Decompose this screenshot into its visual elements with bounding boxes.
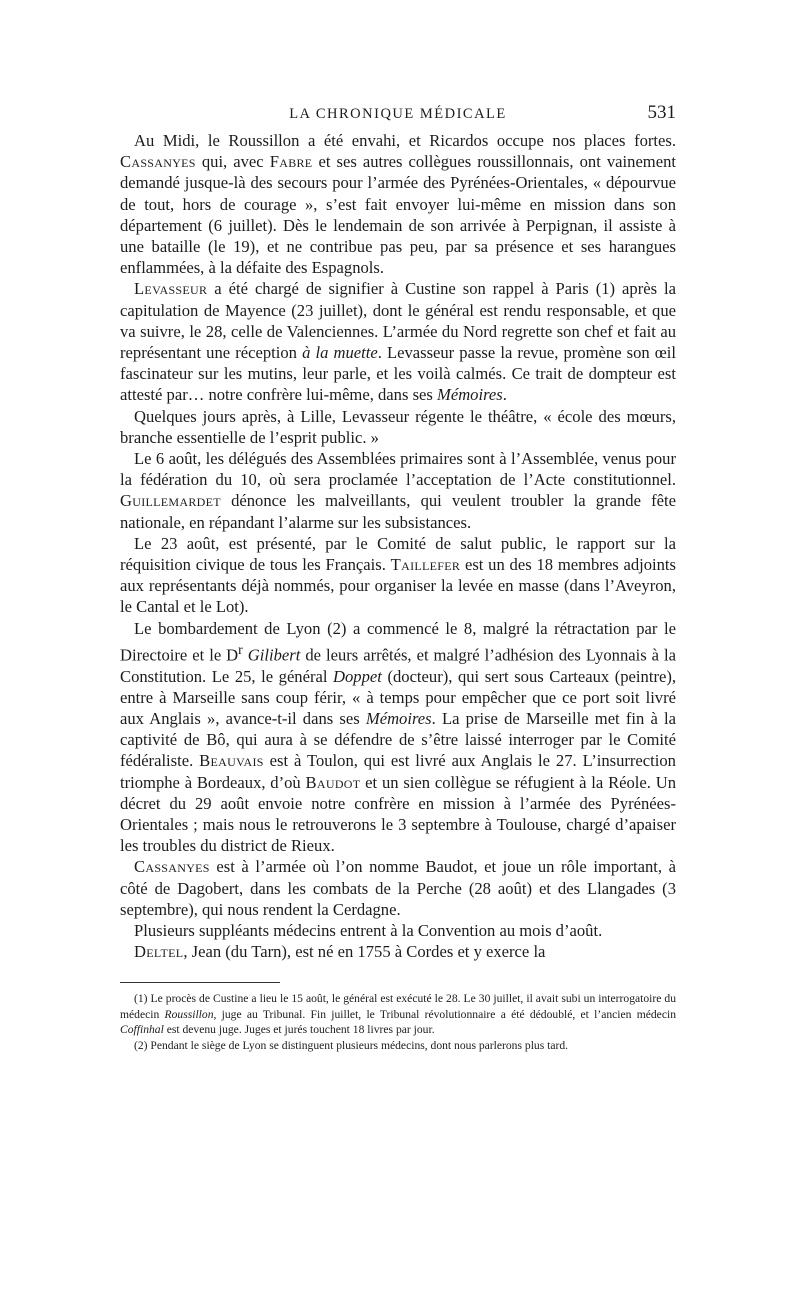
proper-name: Taillefer <box>390 555 461 575</box>
page-number: 531 <box>647 102 676 123</box>
text-run: (1) Le procès de Custine a lieu le 15 août, le général est exécuté le 28. Le 30 juillet, il avait subi un interrogatoire du médecin <box>120 992 676 1021</box>
proper-name: Guillemardet <box>120 491 221 511</box>
paragraph <box>120 533 676 618</box>
emphasis-text: Coffinhal <box>120 1023 164 1037</box>
paragraph <box>120 406 676 448</box>
footnote <box>120 991 676 1037</box>
emphasis-text: Mémoires <box>437 385 503 405</box>
text-run: Le 23 août, est présenté, par le Comité de salut public, le rapport sur la réquisition civique de tous les Français. <box>120 533 676 575</box>
text-run: , Jean (du Tarn), est né en 1755 à Cordes et y exerce la <box>183 942 546 962</box>
text-run: est devenu juge. Juges et jurés touchent 18 livres par jour. <box>163 1023 435 1037</box>
text-run: Quelques jours après, à Lille, Levasseur régente le théâtre, « école des mœurs, branche essentielle de l’esprit public. » <box>120 406 676 447</box>
paragraph <box>120 130 676 278</box>
footnote-divider <box>120 982 280 983</box>
emphasis-text: Roussillon <box>164 1007 214 1021</box>
text-run: Le bombardement de Lyon (2) a commencé le 8, malgré la rétractation par le Directoire et le D <box>120 618 676 665</box>
text-run: . <box>502 385 507 405</box>
paragraph <box>120 941 676 962</box>
text-run: est à Toulon, qui est livré aux Anglais le 27. L’insurrection triomphe à Bordeaux, d’où <box>120 751 676 792</box>
text-run: qui, avec <box>195 152 270 172</box>
running-head <box>120 100 676 124</box>
text-run: Plusieurs suppléants médecins entrent à la Convention au mois d’août. <box>134 921 603 941</box>
emphasis-text: Doppet <box>333 666 382 686</box>
proper-name: Fabre <box>269 152 313 172</box>
paragraph <box>120 618 676 857</box>
paragraph <box>120 448 676 533</box>
text-run: dénonce les malveillants, qui veulent troubler la grande fête nationale, en répandant l’alarme sur les subsistances. <box>120 491 676 532</box>
proper-name: Cassanyes <box>120 152 196 172</box>
paragraph <box>120 920 676 941</box>
text-run: r <box>238 641 243 657</box>
text-run: a été chargé de signifier à Custine son rappel à Paris (1) après la capitulation de Mayence (23 juillet), dont le général est rendu responsable, et que va suivre, le 28, celle de Valenciennes. L’armée du Nord regrette son chef et fait au représentant une réception <box>120 279 676 363</box>
proper-name: Beauvais <box>199 751 264 771</box>
text-run: et ses autres collègues roussillonnais, ont vainement demandé jusque-là des secours pour l’armée des Pyrénées-Orientales, « dépourvue de tout, hors de courage », s’est fait envoyer lui-même en mission dans son département (6 juillet). Dès le lendemain de son arrivée à Perpignan, il assiste à une bataille (le 19), et ne contribue pas peu, par sa présence et ses harangues enflammées, à la défaite des Espagnols. <box>120 152 676 278</box>
footnotes <box>120 991 676 1053</box>
page <box>120 100 676 1053</box>
emphasis-text: Gilibert <box>247 645 301 665</box>
text-run: Au Midi, le Roussillon a été envahi, et Ricardos occupe nos places fortes. <box>134 131 676 150</box>
proper-name: Deltel <box>134 942 184 962</box>
running-title: LA CHRONIQUE MÉDICALE <box>289 106 507 122</box>
text-run: de leurs arrêtés, et malgré l’adhésion des Lyonnais à la Constitution. Le 25, le général <box>120 645 676 686</box>
proper-name: Levasseur <box>134 279 208 299</box>
text-run: et un sien collègue se réfugient à la Réole. Un décret du 29 août envoie notre confrère en mission à l’armée des Pyrénées-Orientales ; mais nous le retrouverons le 3 septembre à Toulouse, chargé d’apaiser les troubles du district de Rieux. <box>120 772 676 856</box>
paragraph <box>120 278 676 405</box>
text-run: . La prise de Marseille met fin à la captivité de Bô, qui aura à se défendre de s’être laissé interroger par le Comité fédéraliste. <box>120 709 677 771</box>
proper-name: Cassanyes <box>134 857 210 877</box>
proper-name: Baudot <box>305 772 361 792</box>
text-run: est à l’armée où l’on nomme Baudot, et joue un rôle important, à côté de Dagobert, dans les combats de la Perche (28 août) et des Llangades (3 septembre), qui nous rendent la Cerdagne. <box>120 857 676 919</box>
text-run: (docteur), qui sert sous Carteaux (peintre), entre à Marseille sans coup férir, « à temps pour empêcher que ce port soit livré aux Anglais », avance-t-il dans ses <box>120 666 677 729</box>
text-run: , juge au Tribunal. Fin juillet, le Tribunal révolutionnaire a été dédoublé, et l’ancien médecin <box>213 1007 676 1021</box>
emphasis-text: Mémoires <box>365 709 432 729</box>
text-run: (2) Pendant le siège de Lyon se distinguent plusieurs médecins, dont nous parlerons plus tard. <box>134 1038 569 1052</box>
paragraph <box>120 856 676 920</box>
text-run: est un des 18 membres adjoints aux représentants déjà nommés, pour organiser la levée en masse (dans l’Aveyron, le Cantal et le Lot). <box>120 555 676 617</box>
footnote <box>120 1038 676 1053</box>
text-run: . Levasseur passe la revue, promène son œil fascinateur sur les mutins, leur parle, et les voilà calmés. Ce trait de dompteur est attesté par… notre confrère lui-même, dans ses <box>120 343 677 405</box>
text-run: Le 6 août, les délégués des Assemblées primaires sont à l’Assemblée, venus pour la fédération du 10, où sera proclamée l’acceptation de l’Acte constitutionnel. <box>120 449 676 490</box>
body-text <box>120 130 676 962</box>
emphasis-text: à la muette <box>302 343 378 363</box>
